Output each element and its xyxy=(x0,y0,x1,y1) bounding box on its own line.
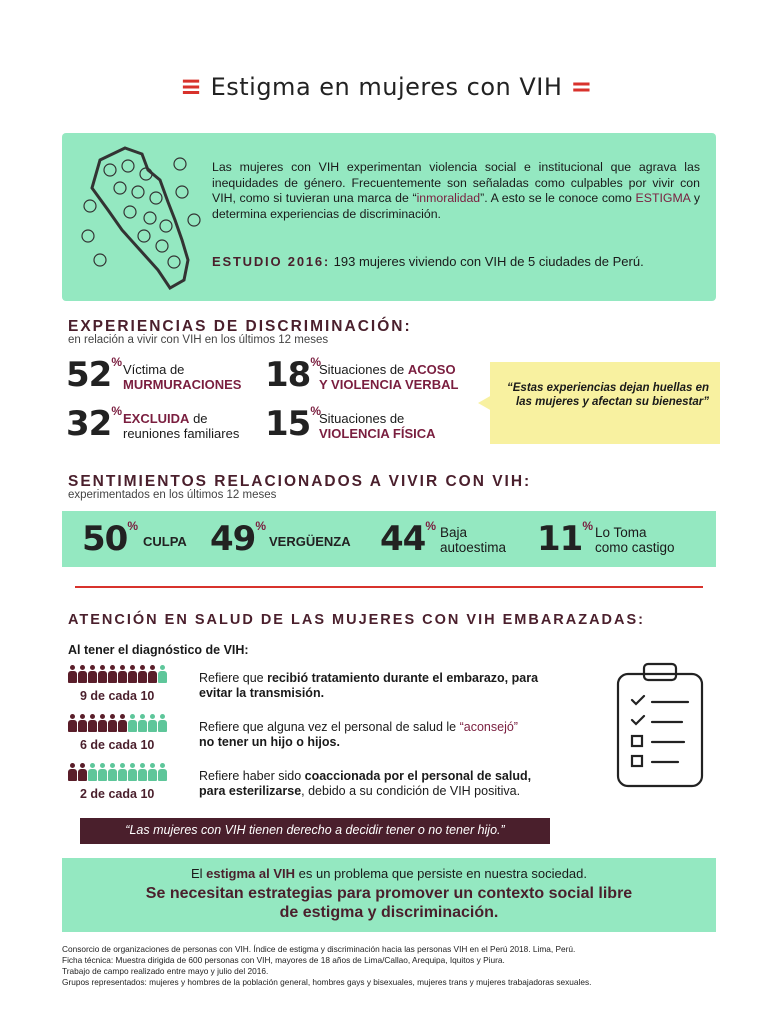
footer-line: Consorcio de organizaciones de personas con VIH. Índice de estigma y discriminación hacia las personas VIH en el Perú 2018. Lima, Perú. xyxy=(62,944,576,954)
intro-accent-inmoralidad: inmoralidad xyxy=(416,191,481,206)
feeling-culpa xyxy=(82,519,138,559)
pct-symbol: % xyxy=(582,519,593,533)
stat-line2: reuniones familiares xyxy=(123,426,240,441)
discrimination-title: EXPERIENCIAS DE DISCRIMINACIÓN: xyxy=(68,318,412,335)
title-text: Estigma en mujeres con VIH xyxy=(210,73,563,101)
footer-line: Ficha técnica: Muestra dirigida de 600 personas con VIH, mayores de 18 años de Lima/Callao, Arequipa, Iquitos y Piura. xyxy=(62,955,505,965)
intro-part-2: ”. A esto se le conoce como xyxy=(480,191,636,206)
person-icon xyxy=(148,714,157,732)
intro-paragraph xyxy=(212,160,700,222)
peru-crowd-illustration xyxy=(70,140,205,295)
stat-line2: VIOLENCIA FÍSICA xyxy=(319,426,436,441)
person-icon xyxy=(148,763,157,781)
estudio-text: 193 mujeres viviendo con VIH de 5 ciudades de Perú. xyxy=(330,254,644,269)
intro-part-1: Las mujeres con VIH experimentan violencia social e institucional que agrava las inequidades de género. Frecuentemente son señaladas como culpables por vivir con VIH, como si tuvieran una marca de “ xyxy=(212,160,700,206)
footer-line: Grupos representados: mujeres y hombres de la población general, hombres gays y bisexuales, mujeres trans y mujeres trabajadoras sexuales. xyxy=(62,977,592,987)
person-icon xyxy=(148,665,157,683)
person-icon xyxy=(78,714,87,732)
care-b2: no tener un hijo o hijos. xyxy=(199,735,340,749)
person-icon xyxy=(108,714,117,732)
care-text-3 xyxy=(199,769,609,799)
pct-symbol: % xyxy=(425,519,436,533)
stat-excluida xyxy=(66,404,122,444)
stat-line2: Y VIOLENCIA VERBAL xyxy=(319,377,459,392)
quote-text: “Estas experiencias dejan huellas en las mujeres y afectan su bienestar” xyxy=(507,382,709,408)
stat-value: 52 xyxy=(66,355,112,395)
pct-symbol: % xyxy=(255,519,266,533)
person-icon xyxy=(118,665,127,683)
label-line2: como castigo xyxy=(595,540,675,555)
feeling-castigo-label xyxy=(595,525,675,555)
care-text-1 xyxy=(199,671,599,701)
person-icon xyxy=(108,763,117,781)
care-title: ATENCIÓN EN SALUD DE LAS MUJERES CON VIH EMBARAZADAS: xyxy=(68,612,646,628)
intro-part-3: y determina experiencias de discriminación. xyxy=(212,191,701,221)
closing-line-2: Se necesitan estrategias para promover un contexto social libre xyxy=(145,885,633,902)
care-b2: para esterilizarse xyxy=(199,784,302,798)
closing-line-3: de estigma y discriminación. xyxy=(279,904,499,921)
pct-symbol: % xyxy=(111,355,122,369)
feeling-culpa-label: CULPA xyxy=(143,534,187,549)
estudio-line xyxy=(212,254,712,269)
closing-call xyxy=(62,884,716,922)
feeling-verguenza-label: VERGÜENZA xyxy=(269,534,351,549)
person-icon xyxy=(138,714,147,732)
footer-notes xyxy=(62,944,722,988)
feelings-title: SENTIMIENTOS RELACIONADOS A VIVIR CON VIH: xyxy=(68,473,532,490)
feeling-value: 49 xyxy=(210,519,256,559)
people-row-3 xyxy=(68,763,168,786)
stat-value: 32 xyxy=(66,404,112,444)
stat-line1-accent: EXCLUIDA xyxy=(123,411,190,426)
label-line2: autoestima xyxy=(440,540,507,555)
person-icon xyxy=(128,714,137,732)
intro-accent-estigma: ESTIGMA xyxy=(635,191,691,206)
person-icon xyxy=(138,665,147,683)
stat-line2: MURMURACIONES xyxy=(123,377,242,392)
pct-symbol: % xyxy=(310,404,321,418)
stat-murmuraciones-text xyxy=(123,362,241,392)
stat-excluida-text xyxy=(123,411,239,441)
title-mark-right: = xyxy=(570,72,593,102)
stat-value: 18 xyxy=(265,355,311,395)
label-line1: Lo Toma xyxy=(595,525,647,540)
person-icon xyxy=(88,763,97,781)
stat-line1-accent: ACOSO xyxy=(407,362,456,377)
clipboard-icon xyxy=(610,660,710,790)
page-title xyxy=(0,72,773,102)
care-b1: recibió tratamiento durante el embarazo, para xyxy=(267,671,539,685)
person-icon xyxy=(68,763,77,781)
people-row-2 xyxy=(68,714,168,737)
care-t1: Refiere que xyxy=(199,671,268,685)
stat-murmuraciones xyxy=(66,355,122,395)
stat-line1-after: de xyxy=(189,411,208,426)
person-icon xyxy=(138,763,147,781)
stat-violencia-fisica xyxy=(265,404,321,444)
section-divider xyxy=(75,586,703,588)
person-icon xyxy=(128,665,137,683)
person-icon xyxy=(68,714,77,732)
person-icon xyxy=(158,714,167,732)
feeling-verguenza xyxy=(210,519,266,559)
closing-line-1 xyxy=(62,866,716,881)
stat-acoso xyxy=(265,355,321,395)
people-row-1 xyxy=(68,665,168,688)
estudio-label: ESTUDIO 2016: xyxy=(212,254,331,269)
rights-quote: “Las mujeres con VIH tienen derecho a decidir tener o no tener hijo.” xyxy=(125,823,505,837)
care-diagnosis: Al tener el diagnóstico de VIH: xyxy=(68,643,249,657)
stat-line1: Situaciones de xyxy=(319,362,408,377)
count-label-2: 6 de cada 10 xyxy=(80,738,155,752)
quote-pointer xyxy=(478,395,492,411)
discrimination-subtitle: en relación a vivir con VIH en los últimos 12 meses xyxy=(68,334,329,346)
feeling-value: 44 xyxy=(380,519,426,559)
person-icon xyxy=(118,763,127,781)
person-icon xyxy=(78,665,87,683)
care-t2: , debido a su condición de VIH positiva. xyxy=(301,784,521,798)
person-icon xyxy=(98,665,107,683)
pct-symbol: % xyxy=(111,404,122,418)
stat-line1: Víctima de xyxy=(123,362,185,377)
care-b2: evitar la transmisión. xyxy=(199,686,325,700)
label-line1: Baja xyxy=(440,525,468,540)
feeling-autoestima-label xyxy=(440,525,506,555)
person-icon xyxy=(118,714,127,732)
count-label-1: 9 de cada 10 xyxy=(80,689,155,703)
person-icon xyxy=(68,665,77,683)
feeling-autoestima xyxy=(380,519,436,559)
care-b1: coaccionada por el personal de salud, xyxy=(304,769,532,783)
stat-line1: Situaciones de xyxy=(319,411,405,426)
feeling-castigo xyxy=(537,519,593,559)
count-label-3: 2 de cada 10 xyxy=(80,787,155,801)
person-icon xyxy=(98,714,107,732)
closing-pre: El xyxy=(190,866,207,881)
title-mark-left: ≡ xyxy=(180,72,203,102)
feelings-subtitle: experimentados en los últimos 12 meses xyxy=(68,489,277,501)
closing-post: es un problema que persiste en nuestra sociedad. xyxy=(295,866,587,881)
care-t1: Refiere que alguna vez el personal de salud le xyxy=(199,720,460,734)
person-icon xyxy=(128,763,137,781)
care-t1: Refiere haber sido xyxy=(199,769,305,783)
feeling-value: 11 xyxy=(537,519,583,559)
person-icon xyxy=(98,763,107,781)
person-icon xyxy=(88,665,97,683)
person-icon xyxy=(78,763,87,781)
person-icon xyxy=(108,665,117,683)
feeling-value: 50 xyxy=(82,519,128,559)
person-icon xyxy=(158,763,167,781)
stat-violencia-fisica-text xyxy=(319,411,436,441)
pct-symbol: % xyxy=(127,519,138,533)
care-text-2 xyxy=(199,720,599,750)
person-icon xyxy=(88,714,97,732)
stat-acoso-text xyxy=(319,362,458,392)
person-icon xyxy=(158,665,167,683)
care-a1: “aconsejó” xyxy=(459,720,518,734)
closing-bold: estigma al VIH xyxy=(206,866,296,881)
footer-line: Trabajo de campo realizado entre mayo y julio del 2016. xyxy=(62,966,269,976)
pct-symbol: % xyxy=(310,355,321,369)
stat-value: 15 xyxy=(265,404,311,444)
